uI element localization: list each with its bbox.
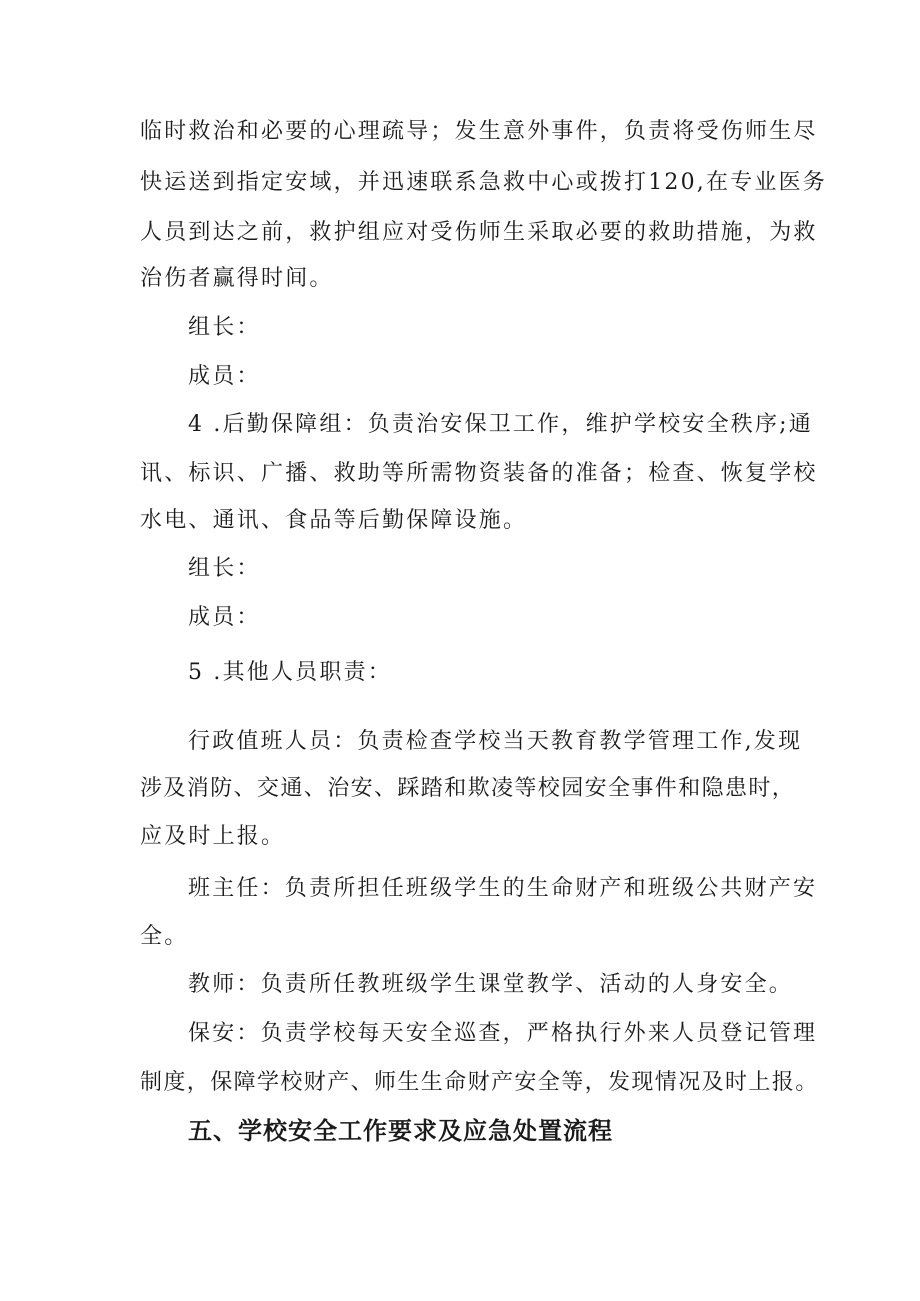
text-line: 水电、通讯、食品等后勤保障设施。 <box>140 508 528 533</box>
section-heading: 五、学校安全工作要求及应急处置流程 <box>188 1117 613 1145</box>
text-line: 保安：负责学校每天安全巡查，严格执行外来人员登记管理 <box>188 1021 818 1046</box>
text-line: 教师：负责所任教班级学生课堂教学、活动的人身安全。 <box>188 972 794 997</box>
text-line: 应及时上报。 <box>140 824 286 849</box>
text-line: 快运送到指定安域，并迅速联系急救中心或拨打120,在专业医务 <box>140 170 827 195</box>
team-members-label: 成员： <box>188 364 261 389</box>
text-line: 临时救治和必要的心理疏导；发生意外事件，负责将受伤师生尽 <box>140 119 818 144</box>
text-line: 5 .其他人员职责： <box>188 660 392 685</box>
text-line: 人员到达之前，救护组应对受伤师生采取必要的救助措施，为救 <box>140 220 818 245</box>
text-line: 全。 <box>140 924 189 949</box>
text-line: 制度，保障学校财产、师生生命财产安全等，发现情况及时上报。 <box>140 1070 819 1095</box>
text-line: 涉及消防、交通、治安、踩踏和欺凌等校园安全事件和隐患时， <box>140 776 796 801</box>
text-line: 班主任：负责所担任班级学生的生命财产和班级公共财产安 <box>188 876 818 901</box>
text-line: 讯、标识、广播、救助等所需物资装备的准备；检查、恢复学校 <box>140 461 818 486</box>
text-line: 治伤者赢得时间。 <box>140 266 334 291</box>
team-leader-label: 组长： <box>188 556 261 581</box>
team-members-label: 成员： <box>188 605 261 630</box>
text-line: 4 .后勤保障组：负责治安保卫工作，维护学校安全秩序;通 <box>188 412 813 437</box>
text-line: 行政值班人员：负责检查学校当天教育教学管理工作,发现 <box>188 729 803 754</box>
team-leader-label: 组长： <box>188 315 261 340</box>
